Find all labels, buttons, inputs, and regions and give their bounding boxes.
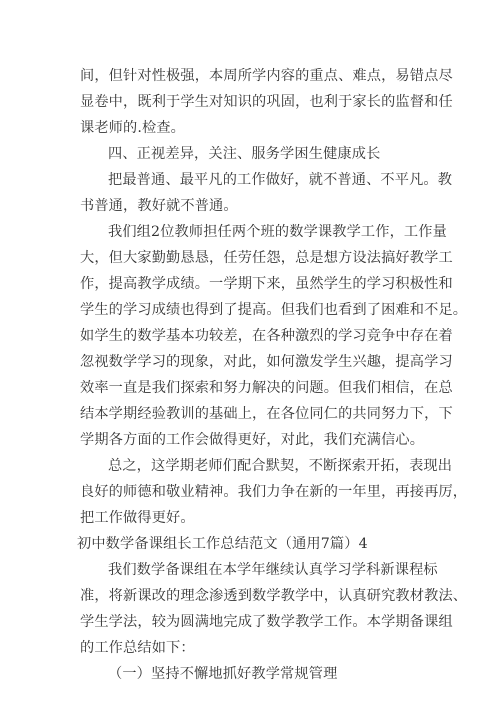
article-title: 初中数学备课组长工作总结范文（通用7篇）4 <box>77 536 368 552</box>
text-line: 学生学法，较为圆满地完成了数学教学工作。本学期备课组 <box>80 614 453 630</box>
text-line: 显卷中，既利于学生对知识的巩固，也利于家长的监督和任 <box>80 94 453 110</box>
text-line: 的工作总结如下： <box>80 640 195 656</box>
text-line: 我们组2位教师担任两个班的数学课教学工作，工作量 <box>108 224 447 240</box>
text-line: 总之，这学期老师们配合默契，不断探索开拓，表现出 <box>108 458 453 474</box>
text-line: 准，将新课改的理念渗透到数学教学中，认真研究教材教法、 <box>80 588 468 604</box>
text-line: 良好的师德和敬业精神。我们力争在新的一年里，再接再厉， <box>80 484 468 500</box>
text-line: 大，但大家勤勤恳恳，任劳任怨，总是想方设法搞好教学工 <box>80 250 453 266</box>
text-line: 忽视数学学习的现象，对此，如何激发学生兴趣，提高学习 <box>80 354 453 370</box>
text-line: 效率一直是我们探索和努力解决的问题。但我们相信，在总 <box>80 380 453 396</box>
text-line: 把最普通、最平凡的工作做好，就不普通、不平凡。教 <box>108 172 453 188</box>
text-line: 学期各方面的工作会做得更好，对此，我们充满信心。 <box>80 432 425 448</box>
text-line: 把工作做得更好。 <box>80 510 195 526</box>
text-line: 学生的学习成绩也得到了提高。但我们也看到了困难和不足。 <box>80 302 468 318</box>
text-line: 作，提高教学成绩。一学期下来，虽然学生的学习积极性和 <box>80 276 453 292</box>
text-line: 书普通，教好就不普通。 <box>80 198 238 214</box>
text-line: 我们数学备课组在本学年继续认真学习学科新课程标 <box>108 562 438 578</box>
text-line: 结本学期经验教训的基础上，在各位同仁的共同努力下，下 <box>80 406 453 422</box>
text-line: 如学生的数学基本功较差，在各种激烈的学习竞争中存在着 <box>80 328 453 344</box>
subsection-heading: （一）坚持不懈地抓好教学常规管理 <box>108 666 338 682</box>
text-line: 间，但针对性极强，本周所学内容的重点、难点，易错点尽 <box>80 68 453 84</box>
section-heading: 四、正视差异，关注、服务学困生健康成长 <box>108 146 381 162</box>
text-line: 课老师的.检查。 <box>80 120 186 136</box>
